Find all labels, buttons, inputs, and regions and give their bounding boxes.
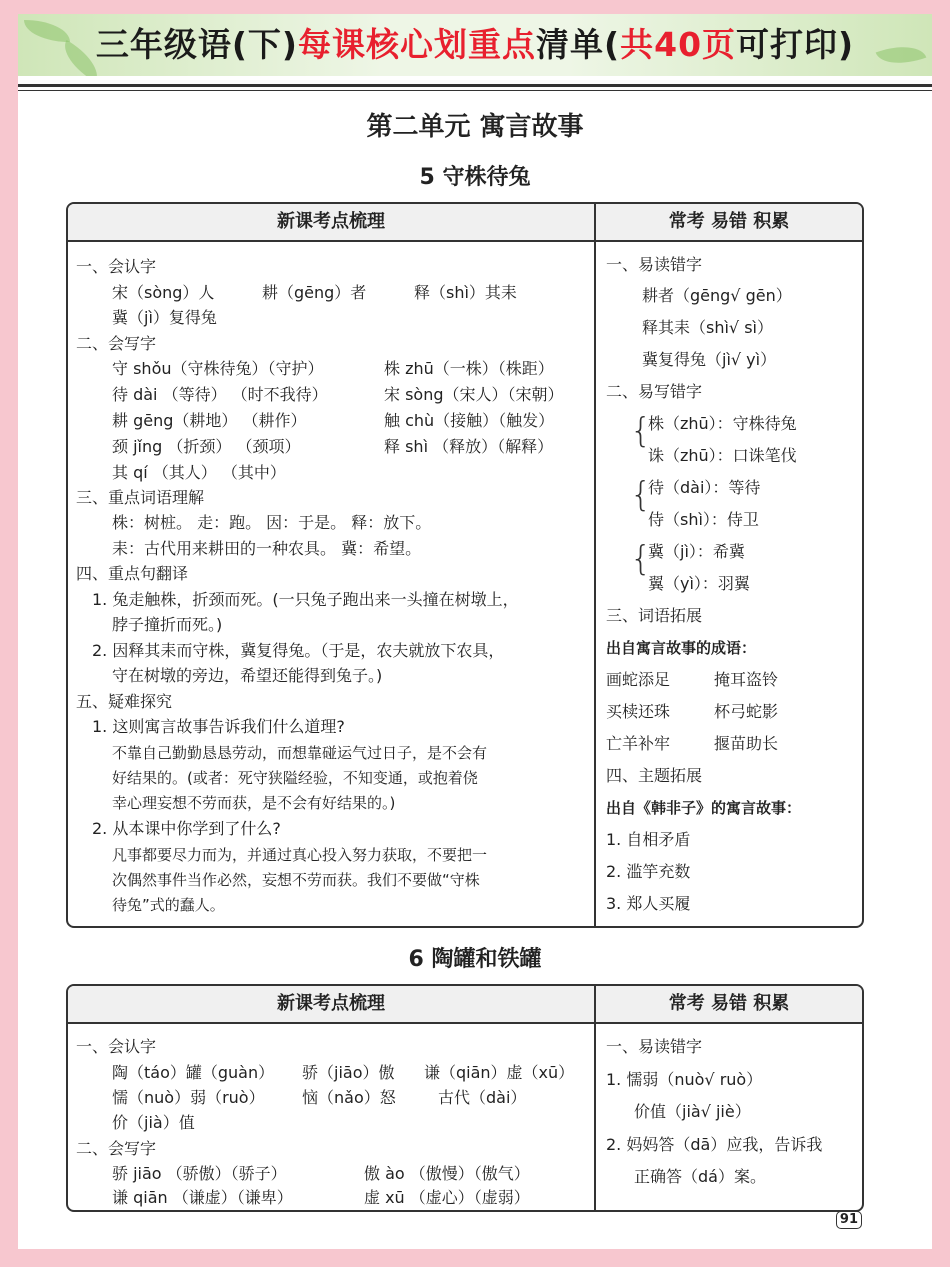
section-title: 三、词语拓展 <box>606 606 703 625</box>
section-title: 一、会认字 <box>76 257 157 276</box>
column-divider <box>594 986 596 1210</box>
misread-item: 价值（jià√ jiè） <box>634 1102 751 1121</box>
write-char-item: 颈 jǐng （折颈） （颈项） <box>112 437 301 456</box>
title-banner <box>18 14 932 76</box>
idiom: 揠苗助长 <box>714 734 779 753</box>
misread-item: 正确答（dá）案。 <box>634 1167 766 1186</box>
answer-line: 待兔”式的蠢人。 <box>112 896 225 914</box>
idiom: 买椟还珠 <box>606 702 671 721</box>
write-char-item: 骄 jiāo （骄傲）（骄子） <box>112 1164 287 1183</box>
write-char-item: 株 zhū（一株）（株距） <box>384 359 554 378</box>
banner-pages: 共40页 <box>620 25 737 64</box>
write-char-item: 傲 ào （傲慢）（傲气） <box>364 1164 530 1183</box>
section-title: 三、重点词语理解 <box>76 488 205 507</box>
pinyin-item: 释（shì）其耒 <box>414 283 517 302</box>
section-title: 二、易写错字 <box>606 382 703 401</box>
pinyin-item: 宋（sòng）人 <box>112 283 215 302</box>
write-char-item: 谦 qiān （谦虚）（谦卑） <box>112 1188 293 1207</box>
idiom: 画蛇添足 <box>606 670 671 689</box>
story-item: 2. 滥竽充数 <box>606 862 691 881</box>
write-char-item: 释 shì （释放）（解释） <box>384 437 554 456</box>
lesson-5-title: 5 守株待兔 <box>419 165 531 190</box>
brace-icon: { <box>630 475 652 515</box>
lesson-6-right-header: 常考 易错 积累 <box>596 986 862 1024</box>
answer-line: 凡事都要尽力而为，并通过真心投入努力获取，不要把一 <box>112 846 488 864</box>
question: 1. 这则寓言故事告诉我们什么道理? <box>92 717 345 736</box>
misread-item: 耕者（gēng√ gēn） <box>642 286 792 305</box>
idiom: 杯弓蛇影 <box>714 702 779 721</box>
section-title: 一、易读错字 <box>606 1037 703 1056</box>
banner-printable: 可打印) <box>736 25 855 64</box>
sentence-translation: 2. 因释其耒而守株，冀复得兔。（于是，农夫就放下农具， <box>92 641 505 660</box>
section-title: 一、会认字 <box>76 1037 157 1056</box>
subheading: 出自寓言故事的成语： <box>606 639 757 657</box>
lesson-6-title: 6 陶罐和铁罐 <box>408 947 542 972</box>
section-title: 四、主题拓展 <box>606 766 703 785</box>
pinyin-item: 懦（nuò）弱（ruò） <box>112 1088 265 1107</box>
sentence-translation: 守在树墩的旁边，希望还能得到兔子。) <box>112 666 383 685</box>
write-char-item: 耕 gēng（耕地） （耕作） <box>112 411 307 430</box>
lesson-6-left-header: 新课考点梳理 <box>68 986 594 1024</box>
lesson-6-box <box>66 984 864 1212</box>
answer-line: 不靠自己勤勤恳恳劳动，而想靠碰运气过日子，是不会有 <box>112 744 488 762</box>
pinyin-item: 谦（qiān）虚（xū） <box>424 1063 575 1082</box>
section-title: 五、疑难探究 <box>76 692 173 711</box>
divider <box>18 90 932 91</box>
misread-item: 释其耒（shì√ sì） <box>642 318 773 337</box>
misread-item: 1. 懦弱（nuò√ ruò） <box>606 1070 763 1089</box>
banner-highlight: 每课核心划重点 <box>298 25 537 64</box>
misread-item: 冀复得兔（jì√ yì） <box>642 350 777 369</box>
banner-list: 清单( <box>536 25 621 64</box>
word-meaning: 株：树桩。 走：跑。 因：于是。 释：放下。 <box>112 513 432 532</box>
divider <box>18 84 932 87</box>
write-char-item: 宋 sòng（宋人）（宋朝） <box>384 385 564 404</box>
write-char-item: 待 dài （等待） （时不我待） <box>112 385 328 404</box>
pinyin-item: 恼（nǎo）怒 <box>302 1088 396 1107</box>
pinyin-item: 价（jià）值 <box>112 1113 195 1132</box>
pinyin-item: 耕（gēng）者 <box>262 283 367 302</box>
page-number: 91 <box>836 1211 862 1229</box>
answer-line: 次偶然事件当作必然，妄想不劳而获。我们不要做“守株 <box>112 871 480 889</box>
write-char-item: 其 qí （其人） （其中） <box>112 463 286 482</box>
miswrite-item: 诛（zhū）：口诛笔伐 <box>648 446 797 465</box>
section-title: 一、易读错字 <box>606 255 703 274</box>
question: 2. 从本课中你学到了什么? <box>92 819 281 838</box>
miswrite-item: 株（zhū）：守株待兔 <box>648 414 797 433</box>
story-item: 3. 郑人买履 <box>606 894 691 913</box>
brace-icon: { <box>630 411 652 451</box>
subheading: 出自《韩非子》的寓言故事： <box>606 799 802 817</box>
leaf-decoration <box>24 20 70 42</box>
section-title: 二、会写字 <box>76 1139 157 1158</box>
brace-icon: { <box>630 539 652 579</box>
banner-grade: 三年级语(下) <box>95 25 299 64</box>
miswrite-item: 待（dài）：等待 <box>648 478 761 497</box>
worksheet-page <box>18 14 932 1249</box>
misread-item: 2. 妈妈答（dā）应我，告诉我 <box>606 1135 823 1154</box>
lesson-5-right-header: 常考 易错 积累 <box>596 204 862 242</box>
pinyin-item: 冀（jì）复得兔 <box>112 308 217 327</box>
answer-line: 幸心理妄想不劳而获，是不会有好结果的。) <box>112 794 396 812</box>
pinyin-item: 陶（táo）罐（guàn） <box>112 1063 275 1082</box>
idiom: 亡羊补牢 <box>606 734 671 753</box>
write-char-item: 触 chù（接触）（触发） <box>384 411 555 430</box>
pinyin-item: 古代（dài） <box>438 1088 527 1107</box>
leaf-decoration <box>876 37 927 73</box>
idiom: 掩耳盗铃 <box>714 670 779 689</box>
word-meaning: 耒：古代用来耕田的一种农具。 冀：希望。 <box>112 539 422 558</box>
column-divider <box>594 204 596 926</box>
miswrite-item: 侍（shì）：侍卫 <box>648 510 759 529</box>
answer-line: 好结果的。(或者：死守狭隘经验，不知变通，或抱着侥 <box>112 769 478 787</box>
section-title: 二、会写字 <box>76 334 157 353</box>
write-char-item: 守 shǒu（守株待兔）（守护） <box>112 359 324 378</box>
story-item: 1. 自相矛盾 <box>606 830 691 849</box>
lesson-5-box <box>66 202 864 928</box>
miswrite-item: 翼（yì）：羽翼 <box>648 574 750 593</box>
lesson-5-left-header: 新课考点梳理 <box>68 204 594 242</box>
pinyin-item: 骄（jiāo）傲 <box>302 1063 395 1082</box>
sentence-translation: 1. 兔走触株，折颈而死。(一只兔子跑出来一头撞在树墩上， <box>92 590 519 609</box>
write-char-item: 虚 xū （虚心）（虚弱） <box>364 1188 530 1207</box>
miswrite-item: 冀（jì）：希冀 <box>648 542 745 561</box>
section-title: 四、重点句翻译 <box>76 564 189 583</box>
unit-title: 第二单元 寓言故事 <box>366 112 584 142</box>
sentence-translation: 脖子撞折而死。) <box>112 615 223 634</box>
